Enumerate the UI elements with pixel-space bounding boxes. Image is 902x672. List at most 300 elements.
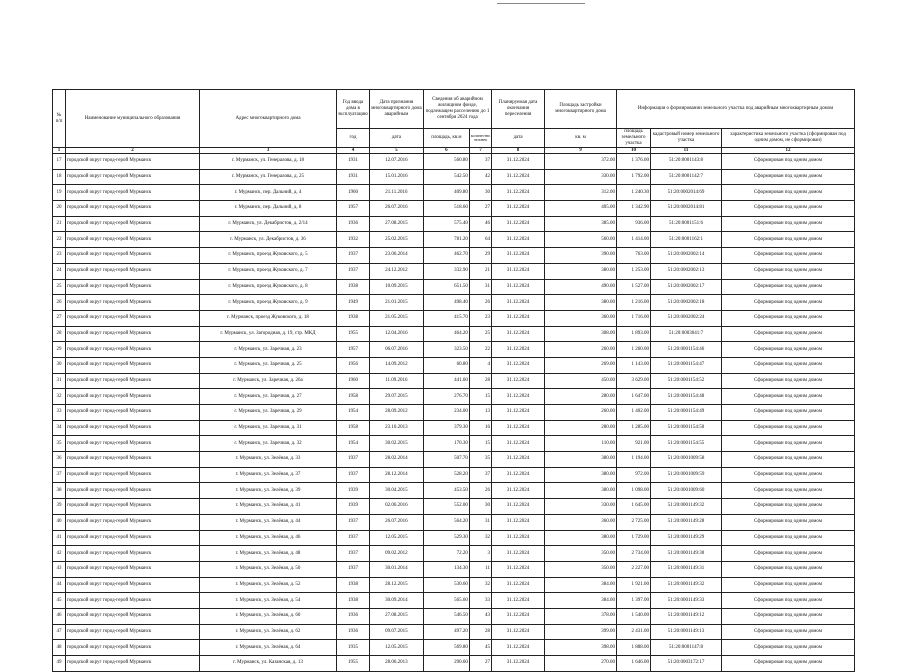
residents-cell: 45 (469, 640, 491, 656)
municipality-cell: городской округ город-герой Мурманск (66, 279, 200, 295)
plan-date-cell: 31.12.2024 (492, 499, 545, 515)
recognition-date-cell: 02.06.2016 (369, 499, 423, 515)
recognition-date-cell: 28.06.2013 (369, 656, 423, 672)
row-number: 27 (53, 310, 66, 326)
table-row (53, 326, 855, 342)
address-cell: г. Мурманск, ул. Заречная, д. 26а (200, 373, 337, 389)
cadastral-cell: 51:20:0001009:58 (651, 452, 722, 468)
recognition-date-cell: 28.09.2012 (369, 405, 423, 421)
cadastral-cell: 51:20:0001151:6 (651, 216, 722, 232)
municipality-cell: городской округ город-герой Мурманск (66, 561, 200, 577)
total-area-cell: 490.00 (545, 279, 617, 295)
municipality-cell: городской округ город-герой Мурманск (66, 452, 200, 468)
header-plan-date: Планируемая дата окончания переселения (492, 90, 545, 129)
cadastral-cell: 51:20:0001143:8 (651, 154, 722, 170)
characteristic-cell: Сформирован под одним домом (722, 169, 855, 185)
land-area-cell: 2 734.00 (617, 546, 651, 562)
row-number: 48 (53, 640, 66, 656)
address-cell: г. Мурманск, ул. Зелёная, д. 54 (200, 593, 337, 609)
row-number: 20 (53, 201, 66, 217)
address-cell: г. Мурманск, ул. Заречная, д. 31 (200, 420, 337, 436)
year-cell: 1955 (337, 656, 370, 672)
recognition-date-cell: 14.09.2012 (369, 357, 423, 373)
recognition-date-cell: 30.09.2014 (369, 593, 423, 609)
cadastral-cell: 51:20:0001149:32 (651, 577, 722, 593)
municipality-cell: городской округ город-герой Мурманск (66, 185, 200, 201)
table-row (53, 279, 855, 295)
characteristic-cell: Сформирован под одним домом (722, 530, 855, 546)
plan-date-cell: 31.12.2024 (492, 310, 545, 326)
cadastral-cell: 51:20:0001154:47 (651, 357, 722, 373)
total-area-cell: 270.00 (545, 656, 617, 672)
residents-cell: 15 (469, 436, 491, 452)
row-number: 41 (53, 530, 66, 546)
plan-date-cell: 31.12.2024 (492, 201, 545, 217)
total-area-cell: 405.00 (545, 201, 617, 217)
cadastral-cell: 51:20:0001154:46 (651, 342, 722, 358)
table-row (53, 248, 855, 264)
row-number: 31 (53, 373, 66, 389)
municipality-cell: городской округ город-герой Мурманск (66, 232, 200, 248)
table-row (53, 342, 855, 358)
recognition-date-cell: 30.04.2015 (369, 483, 423, 499)
row-number: 40 (53, 514, 66, 530)
cadastral-cell: 51:20:0001162:1 (651, 232, 722, 248)
characteristic-cell: Сформирован под одним домом (722, 154, 855, 170)
total-area-cell: 390.00 (545, 248, 617, 264)
residents-cell: 15 (469, 389, 491, 405)
year-cell: 1932 (337, 232, 370, 248)
characteristic-cell: Сформирован под одним домом (722, 452, 855, 468)
recognition-date-cell: 27.08.2015 (369, 608, 423, 624)
address-cell: г. Мурманск, ул. Зелёная, д. 52 (200, 577, 337, 593)
cadastral-cell: 51:20:0001142:7 (651, 169, 722, 185)
cadastral-cell: 51:20:0002002:14 (651, 248, 722, 264)
address-cell: г. Мурманск, ул. Заречная, д. 29 (200, 405, 337, 421)
year-cell: 1937 (337, 514, 370, 530)
land-area-cell: 1 397.00 (617, 593, 651, 609)
residents-cell: 4 (469, 357, 491, 373)
recognition-date-cell: 26.07.2016 (369, 201, 423, 217)
table-row (53, 593, 855, 609)
year-cell: 1958 (337, 389, 370, 405)
municipality-cell: городской округ город-герой Мурманск (66, 373, 200, 389)
sub-characteristic: характеристика земельного участка (сформирован под одним домом, не сформирован) (722, 129, 855, 148)
area-cell: 560.80 (423, 154, 469, 170)
total-area-cell: 380.00 (545, 530, 617, 546)
recognition-date-cell: 28.12.2014 (369, 467, 423, 483)
residents-cell: 31 (469, 279, 491, 295)
cadastral-cell: 51:20:0001149:31 (651, 561, 722, 577)
address-cell: г. Мурманск, ул. Зелёная, д. 39 (200, 483, 337, 499)
year-cell: 1956 (337, 357, 370, 373)
residents-cell: 26 (469, 483, 491, 499)
column-number: 1 (53, 148, 66, 154)
area-cell: 234.00 (423, 405, 469, 421)
table-row (53, 656, 855, 672)
table-row (53, 263, 855, 279)
table-row (53, 310, 855, 326)
total-area-cell: 350.00 (545, 546, 617, 562)
characteristic-cell: Сформирован под одним домом (722, 420, 855, 436)
cadastral-cell: 51:20:0001147:8 (651, 640, 722, 656)
area-cell: 651.50 (423, 279, 469, 295)
sub-residents: количество человек (469, 129, 491, 148)
characteristic-cell: Сформирован под одним домом (722, 357, 855, 373)
characteristic-cell: Сформирован под одним домом (722, 624, 855, 640)
area-cell: 290.60 (423, 656, 469, 672)
area-cell: 529.30 (423, 530, 469, 546)
characteristic-cell: Сформирован под одним домом (722, 232, 855, 248)
total-area-cell: 312.00 (545, 185, 617, 201)
characteristic-cell: Сформирован под одним домом (722, 201, 855, 217)
address-cell: г. Мурманск, ул. Декабристов, д. 36 (200, 232, 337, 248)
address-cell: г. Мурманск, проезд Жуковского, д. 9 (200, 295, 337, 311)
year-cell: 1955 (337, 326, 370, 342)
row-number: 25 (53, 279, 66, 295)
row-number: 35 (53, 436, 66, 452)
plan-date-cell: 31.12.2024 (492, 624, 545, 640)
characteristic-cell: Сформирован под одним домом (722, 405, 855, 421)
year-cell: 1949 (337, 295, 370, 311)
cadastral-cell: 51:20:0001149:13 (651, 624, 722, 640)
total-area-cell: 380.00 (545, 467, 617, 483)
year-cell: 1936 (337, 608, 370, 624)
column-number: 8 (492, 148, 545, 154)
plan-date-cell: 31.12.2024 (492, 263, 545, 279)
municipality-cell: городской округ город-герой Мурманск (66, 216, 200, 232)
table-row (53, 169, 855, 185)
area-cell: 409.80 (423, 185, 469, 201)
year-cell: 1957 (337, 342, 370, 358)
table-row (53, 561, 855, 577)
column-number: 9 (545, 148, 617, 154)
residents-cell: 27 (469, 201, 491, 217)
recognition-date-cell: 26.07.2016 (369, 514, 423, 530)
plan-date-cell: 31.12.2024 (492, 656, 545, 672)
cadastral-cell: 51:20:0003041:7 (651, 326, 722, 342)
table-row (53, 436, 855, 452)
sub-plan-date: дата (492, 129, 545, 148)
top-rule (497, 3, 585, 4)
municipality-cell: городской округ город-герой Мурманск (66, 577, 200, 593)
year-cell: 1960 (337, 373, 370, 389)
cadastral-cell: 51:20:0001154:52 (651, 373, 722, 389)
residents-cell: 42 (469, 169, 491, 185)
area-cell: 552.00 (423, 499, 469, 515)
year-cell: 1937 (337, 263, 370, 279)
row-number: 32 (53, 389, 66, 405)
characteristic-cell: Сформирован под одним домом (722, 467, 855, 483)
address-cell: г. Мурманск, ул. Зелёная, д. 41 (200, 499, 337, 515)
land-area-cell: 1 527.00 (617, 279, 651, 295)
total-area-cell: 350.00 (545, 561, 617, 577)
address-cell: г. Мурманск, ул. Заречная, д. 23 (200, 342, 337, 358)
row-number: 21 (53, 216, 66, 232)
row-number: 28 (53, 326, 66, 342)
cadastral-cell: 51:20:0001154:48 (651, 389, 722, 405)
municipality-cell: городской округ город-герой Мурманск (66, 483, 200, 499)
row-number: 43 (53, 561, 66, 577)
municipality-cell: городской округ город-герой Мурманск (66, 310, 200, 326)
characteristic-cell: Сформирован под одним домом (722, 514, 855, 530)
column-number: 2 (66, 148, 200, 154)
plan-date-cell: 31.12.2024 (492, 279, 545, 295)
address-cell: г. Мурманск, ул. Казанская, д. 13 (200, 656, 337, 672)
address-cell: г. Мурманск, проезд Жуковского, д. 8 (200, 279, 337, 295)
characteristic-cell: Сформирован под одним домом (722, 389, 855, 405)
plan-date-cell: 31.12.2024 (492, 467, 545, 483)
total-area-cell: 560.00 (545, 232, 617, 248)
address-cell: г. Мурманск, ул. Зелёная, д. 50 (200, 561, 337, 577)
recognition-date-cell: 06.07.2016 (369, 342, 423, 358)
characteristic-cell: Сформирован под одним домом (722, 310, 855, 326)
area-cell: 530.60 (423, 577, 469, 593)
year-cell: 1954 (337, 405, 370, 421)
row-number: 22 (53, 232, 66, 248)
area-cell: 453.50 (423, 483, 469, 499)
row-number: 49 (53, 656, 66, 672)
municipality-cell: городской округ город-герой Мурманск (66, 640, 200, 656)
row-number: 46 (53, 608, 66, 624)
characteristic-cell: Сформирован под одним домом (722, 248, 855, 264)
row-number: 39 (53, 499, 66, 515)
municipality-cell: городской округ город-герой Мурманск (66, 420, 200, 436)
recognition-date-cell: 11.09.2016 (369, 373, 423, 389)
plan-date-cell: 31.12.2024 (492, 530, 545, 546)
land-area-cell: 1 414.00 (617, 232, 651, 248)
recognition-date-cell: 30.01.2014 (369, 561, 423, 577)
row-number: 33 (53, 405, 66, 421)
residents-cell: 11 (469, 561, 491, 577)
plan-date-cell: 31.12.2024 (492, 577, 545, 593)
year-cell: 1939 (337, 483, 370, 499)
characteristic-cell: Сформирован под одним домом (722, 436, 855, 452)
residents-cell: 3 (469, 546, 491, 562)
residents-cell: 35 (469, 452, 491, 468)
table-row (53, 232, 855, 248)
header-total-area: Площадь застройки многоквартирного дома (545, 90, 617, 129)
address-cell: г. Мурманск, ул. Загородная, д. 19, стр. МКД (200, 326, 337, 342)
column-number: 7 (469, 148, 491, 154)
cadastral-cell: 51:20:0001149:33 (651, 593, 722, 609)
total-area-cell: 360.00 (545, 310, 617, 326)
plan-date-cell: 31.12.2024 (492, 436, 545, 452)
recognition-date-cell: 12.05.2015 (369, 530, 423, 546)
area-cell: 464.20 (423, 326, 469, 342)
characteristic-cell: Сформирован под одним домом (722, 593, 855, 609)
year-cell: 1958 (337, 420, 370, 436)
characteristic-cell: Сформирован под одним домом (722, 577, 855, 593)
year-cell: 1938 (337, 310, 370, 326)
plan-date-cell: 31.12.2024 (492, 185, 545, 201)
address-cell: г. Мурманск, ул. Заречная, д. 27 (200, 389, 337, 405)
municipality-cell: городской округ город-герой Мурманск (66, 154, 200, 170)
plan-date-cell: 31.12.2024 (492, 546, 545, 562)
table-row (53, 405, 855, 421)
residents-cell: 46 (469, 216, 491, 232)
address-cell: г. Мурманск, ул. Декабристов, д. 2/14 (200, 216, 337, 232)
characteristic-cell: Сформирован под одним домом (722, 279, 855, 295)
recognition-date-cell: 10.09.2015 (369, 279, 423, 295)
plan-date-cell: 31.12.2024 (492, 561, 545, 577)
total-area-cell: 269.00 (545, 357, 617, 373)
year-cell: 1937 (337, 530, 370, 546)
residents-cell: 64 (469, 232, 491, 248)
address-cell: г. Мурманск, пер. Дальний, д. 4 (200, 185, 337, 201)
header-recognition-date: Дата признания многоквартирного дома аварийным (369, 90, 423, 129)
land-area-cell: 2 725.00 (617, 514, 651, 530)
table-row (53, 608, 855, 624)
municipality-cell: городской округ город-герой Мурманск (66, 624, 200, 640)
row-number: 19 (53, 185, 66, 201)
sub-land-area: площадь земельного участка (617, 129, 651, 148)
area-cell: 379.30 (423, 420, 469, 436)
land-area-cell: 2 227.00 (617, 561, 651, 577)
column-number: 12 (722, 148, 855, 154)
total-area-cell: 384.00 (545, 593, 617, 609)
cadastral-cell: 51:20:0001149:29 (651, 530, 722, 546)
municipality-cell: городской округ город-герой Мурманск (66, 357, 200, 373)
municipality-cell: городской округ город-герой Мурманск (66, 593, 200, 609)
sub-total-unit: кв. м (545, 129, 617, 148)
cadastral-cell: 51:20:0002014:69 (651, 185, 722, 201)
header-no: № п/п (53, 90, 66, 148)
row-number: 36 (53, 452, 66, 468)
recognition-date-cell: 21.11.2016 (369, 185, 423, 201)
total-area-cell: 280.00 (545, 420, 617, 436)
total-area-cell: 385.00 (545, 216, 617, 232)
year-cell: 1936 (337, 216, 370, 232)
plan-date-cell: 31.12.2024 (492, 169, 545, 185)
year-cell: 1937 (337, 546, 370, 562)
document-sheet (52, 89, 855, 672)
row-number: 34 (53, 420, 66, 436)
cadastral-cell: 51:20:0002002:13 (651, 263, 722, 279)
area-cell: 72.20 (423, 546, 469, 562)
characteristic-cell: Сформирован под одним домом (722, 216, 855, 232)
recognition-date-cell: 23.06.2014 (369, 248, 423, 264)
cadastral-cell: 51:20:0001009:60 (651, 483, 722, 499)
land-area-cell: 1 893.00 (617, 326, 651, 342)
residents-cell: 32 (469, 530, 491, 546)
land-area-cell: 1 253.00 (617, 263, 651, 279)
land-area-cell: 1 260.00 (617, 342, 651, 358)
residents-cell: 26 (469, 295, 491, 311)
total-area-cell: 380.00 (545, 452, 617, 468)
municipality-cell: городской округ город-герой Мурманск (66, 295, 200, 311)
residents-cell: 21 (469, 263, 491, 279)
characteristic-cell: Сформирован под одним домом (722, 608, 855, 624)
land-area-cell: 1 729.00 (617, 530, 651, 546)
header-year: Год ввода дома в эксплуатацию (337, 90, 370, 129)
column-number: 11 (651, 148, 722, 154)
table-row (53, 389, 855, 405)
residents-cell: 30 (469, 499, 491, 515)
table-row (53, 577, 855, 593)
municipality-cell: городской округ город-герой Мурманск (66, 326, 200, 342)
residents-cell: 28 (469, 373, 491, 389)
emergency-housing-table (52, 89, 855, 672)
recognition-date-cell: 29.07.2015 (369, 389, 423, 405)
cadastral-cell: 51:20:0001149:12 (651, 608, 722, 624)
year-cell: 1957 (337, 201, 370, 217)
residents-cell: 13 (469, 405, 491, 421)
total-area-cell: 360.00 (545, 514, 617, 530)
address-cell: г. Мурманск, ул. Зелёная, д. 37 (200, 467, 337, 483)
cadastral-cell: 51:20:0002014:81 (651, 201, 722, 217)
municipality-cell: городской округ город-герой Мурманск (66, 467, 200, 483)
column-number: 3 (200, 148, 337, 154)
sub-area: площадь, кв.м (423, 129, 469, 148)
total-area-cell: 399.00 (545, 624, 617, 640)
characteristic-cell: Сформирован под одним домом (722, 373, 855, 389)
residents-cell: 43 (469, 608, 491, 624)
row-number: 38 (53, 483, 66, 499)
row-number: 42 (53, 546, 66, 562)
table-row (53, 467, 855, 483)
table-row (53, 420, 855, 436)
cadastral-cell: 51:20:0001154:50 (651, 420, 722, 436)
characteristic-cell: Сформирован под одним домом (722, 342, 855, 358)
land-area-cell: 1 716.00 (617, 310, 651, 326)
characteristic-cell: Сформирован под одним домом (722, 185, 855, 201)
address-cell: г. Мурманск, ул. Генералова, д. 18 (200, 154, 337, 170)
land-area-cell: 763.00 (617, 248, 651, 264)
recognition-date-cell: 24.12.2012 (369, 263, 423, 279)
year-cell: 1938 (337, 577, 370, 593)
column-number: 5 (369, 148, 423, 154)
recognition-date-cell: 12.05.2015 (369, 640, 423, 656)
characteristic-cell: Сформирован под одним домом (722, 483, 855, 499)
table-row (53, 452, 855, 468)
municipality-cell: городской округ город-герой Мурманск (66, 530, 200, 546)
address-cell: г. Мурманск, ул. Зелёная, д. 60 (200, 608, 337, 624)
total-area-cell: 330.00 (545, 499, 617, 515)
municipality-cell: городской округ город-герой Мурманск (66, 436, 200, 452)
row-number: 30 (53, 357, 66, 373)
land-area-cell: 1 540.00 (617, 608, 651, 624)
table-row (53, 514, 855, 530)
area-cell: 497.20 (423, 624, 469, 640)
plan-date-cell: 31.12.2024 (492, 295, 545, 311)
year-cell: 1937 (337, 561, 370, 577)
area-cell: 507.70 (423, 452, 469, 468)
residents-cell: 22 (469, 342, 491, 358)
year-cell: 1937 (337, 452, 370, 468)
row-number: 18 (53, 169, 66, 185)
area-cell: 575.40 (423, 216, 469, 232)
table-row (53, 530, 855, 546)
plan-date-cell: 31.12.2024 (492, 593, 545, 609)
plan-date-cell: 31.12.2024 (492, 248, 545, 264)
cadastral-cell: 51:20:0001154:55 (651, 436, 722, 452)
recognition-date-cell: 09.07.2015 (369, 624, 423, 640)
plan-date-cell: 31.12.2024 (492, 232, 545, 248)
plan-date-cell: 31.12.2024 (492, 342, 545, 358)
area-cell: 170.30 (423, 436, 469, 452)
recognition-date-cell: 27.08.2015 (369, 216, 423, 232)
total-area-cell: 372.00 (545, 154, 617, 170)
total-area-cell: 384.00 (545, 577, 617, 593)
table-row (53, 216, 855, 232)
table-row (53, 295, 855, 311)
land-area-cell: 1 647.00 (617, 389, 651, 405)
header-land-info: Информация о формировании земельного участка под аварийным многоквартирным домом (617, 90, 855, 129)
address-cell: г. Мурманск, ул. Зелёная, д. 48 (200, 546, 337, 562)
land-area-cell: 1 342.90 (617, 201, 651, 217)
row-number: 26 (53, 295, 66, 311)
